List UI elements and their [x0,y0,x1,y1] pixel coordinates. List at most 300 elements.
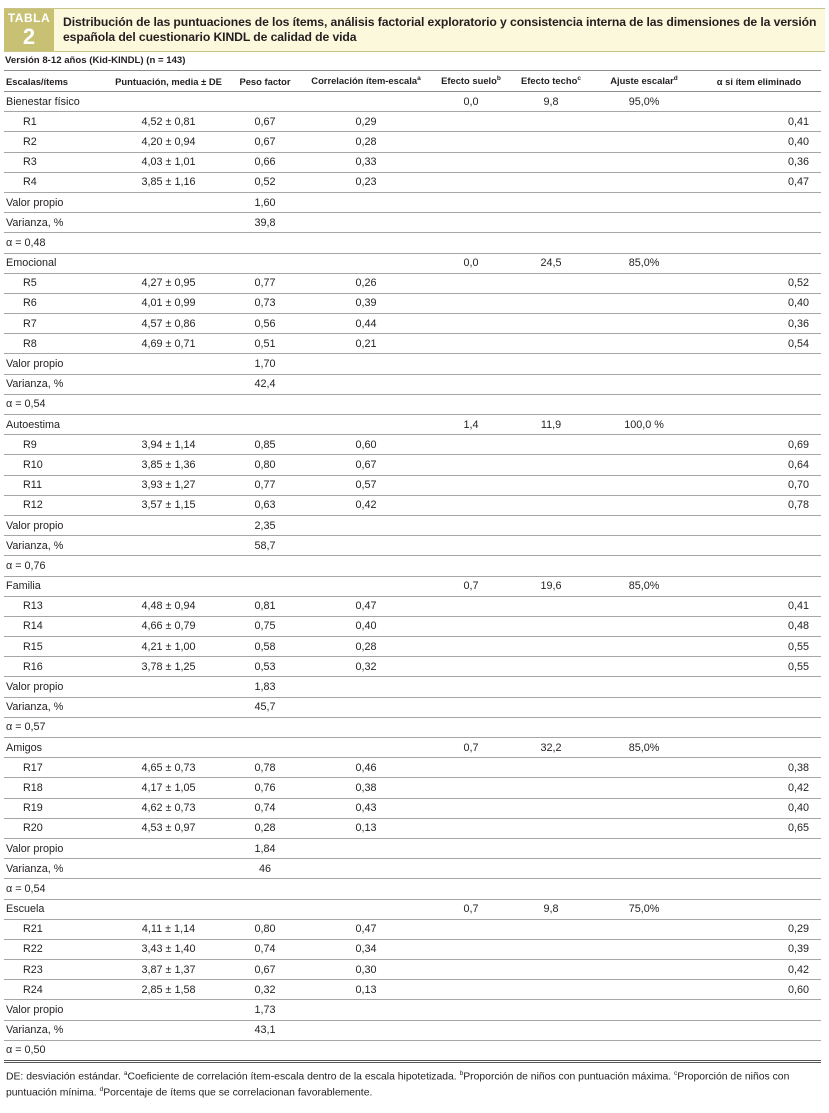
table-tag [4,9,54,51]
empty-cell [431,939,511,959]
empty-cell [301,1000,431,1020]
floor-effect: 0,0 [431,253,511,273]
empty-cell [431,697,511,717]
empty-cell [591,556,697,576]
variance-label: Varianza, % [4,213,108,233]
eigenvalue-label: Valor propio [4,354,108,374]
empty-cell [697,556,821,576]
empty-cell [511,717,591,737]
empty-cell [431,1000,511,1020]
item-id: R13 [4,596,108,616]
table-header [4,8,825,52]
item-factor: 0,67 [229,132,301,152]
empty-cell [108,576,229,596]
empty-cell [511,152,591,172]
empty-cell [108,536,229,556]
eigenvalue-label: Valor propio [4,1000,108,1020]
empty-cell [591,838,697,858]
item-row [4,939,821,959]
item-score: 3,78 ± 1,25 [108,657,229,677]
variance-label: Varianza, % [4,697,108,717]
empty-cell [108,717,229,737]
variance: 39,8 [229,213,301,233]
empty-cell [431,233,511,253]
empty-cell [591,980,697,1000]
variance-label: Varianza, % [4,1020,108,1040]
variance-row [4,859,821,879]
item-factor: 0,56 [229,314,301,334]
item-correlation: 0,60 [301,435,431,455]
empty-cell [301,536,431,556]
item-id: R22 [4,939,108,959]
item-factor: 0,66 [229,152,301,172]
col-corr: Correlación ítem-escala$^a$ [301,71,431,92]
empty-cell [591,172,697,192]
empty-cell [301,192,431,212]
empty-cell [591,637,697,657]
item-correlation: 0,28 [301,637,431,657]
item-factor: 0,80 [229,455,301,475]
empty-cell [431,616,511,636]
item-row [4,616,821,636]
item-factor: 0,67 [229,112,301,132]
empty-cell [591,152,697,172]
eigenvalue: 1,84 [229,838,301,858]
item-factor: 0,81 [229,596,301,616]
floor-effect: 0,7 [431,899,511,919]
item-row [4,637,821,657]
col-alpha: α si ítem eliminado [697,71,821,92]
empty-cell [431,838,511,858]
item-score: 3,94 ± 1,14 [108,435,229,455]
empty-cell [431,758,511,778]
item-id: R2 [4,132,108,152]
empty-cell [431,657,511,677]
item-correlation: 0,21 [301,334,431,354]
variance-row [4,1020,821,1040]
item-alpha-if-deleted: 0,69 [697,435,821,455]
empty-cell [591,758,697,778]
item-alpha-if-deleted: 0,47 [697,172,821,192]
eigenvalue: 1,70 [229,354,301,374]
item-score: 3,57 ± 1,15 [108,495,229,515]
scale-row [4,738,821,758]
empty-cell [591,233,697,253]
empty-cell [511,616,591,636]
empty-cell [431,394,511,414]
empty-cell [108,1020,229,1040]
item-alpha-if-deleted: 0,40 [697,798,821,818]
table-title: Distribución de las puntuaciones de los ítems, análisis factorial exploratorio y consistencia interna de las dimensiones de la versión española del cuestionario KINDL de calidad de vida [54,9,825,51]
scale-name: Emocional [4,253,108,273]
empty-cell [108,697,229,717]
col-ceiling: Efecto techo$^c$ [511,71,591,92]
empty-cell [108,879,229,899]
item-correlation: 0,57 [301,475,431,495]
empty-cell [511,475,591,495]
column-header-row [4,71,821,92]
variance: 42,4 [229,374,301,394]
item-row [4,112,821,132]
item-row [4,152,821,172]
empty-cell [229,253,301,273]
empty-cell [301,576,431,596]
item-row [4,435,821,455]
empty-cell [431,192,511,212]
empty-cell [301,213,431,233]
empty-cell [591,192,697,212]
empty-cell [431,536,511,556]
empty-cell [591,818,697,838]
empty-cell [301,556,431,576]
empty-cell [591,455,697,475]
item-correlation: 0,23 [301,172,431,192]
empty-cell [431,859,511,879]
item-correlation: 0,40 [301,616,431,636]
item-score: 4,01 ± 0,99 [108,293,229,313]
empty-cell [511,1000,591,1020]
empty-cell [511,697,591,717]
item-score: 2,85 ± 1,58 [108,980,229,1000]
empty-cell [431,717,511,737]
empty-cell [229,717,301,737]
empty-cell [431,879,511,899]
empty-cell [431,980,511,1000]
empty-cell [301,1020,431,1040]
empty-cell [591,616,697,636]
eigenvalue-label: Valor propio [4,838,108,858]
empty-cell [591,435,697,455]
item-correlation: 0,29 [301,112,431,132]
scale-fit: 85,0% [591,253,697,273]
item-alpha-if-deleted: 0,36 [697,152,821,172]
scale-name: Bienestar físico [4,92,108,112]
item-id: R20 [4,818,108,838]
table-tag-word: TABLA [7,11,51,25]
empty-cell [108,213,229,233]
eigenvalue: 2,35 [229,515,301,535]
empty-cell [511,172,591,192]
item-correlation: 0,39 [301,293,431,313]
item-row [4,273,821,293]
item-alpha-if-deleted: 0,70 [697,475,821,495]
empty-cell [697,677,821,697]
alpha-row [4,717,821,737]
item-correlation: 0,67 [301,455,431,475]
item-id: R4 [4,172,108,192]
empty-cell [591,475,697,495]
item-row [4,596,821,616]
item-id: R3 [4,152,108,172]
item-id: R6 [4,293,108,313]
empty-cell [301,394,431,414]
item-id: R23 [4,960,108,980]
variance: 43,1 [229,1020,301,1040]
item-row [4,778,821,798]
empty-cell [511,596,591,616]
empty-cell [301,677,431,697]
empty-cell [591,374,697,394]
empty-cell [511,374,591,394]
item-alpha-if-deleted: 0,39 [697,939,821,959]
table-page [4,0,825,1100]
empty-cell [431,596,511,616]
item-factor: 0,77 [229,475,301,495]
empty-cell [511,556,591,576]
item-row [4,919,821,939]
empty-cell [591,939,697,959]
scale-name: Amigos [4,738,108,758]
scale-row [4,253,821,273]
empty-cell [591,293,697,313]
empty-cell [591,1000,697,1020]
empty-cell [591,354,697,374]
empty-cell [108,1040,229,1060]
ceiling-effect: 9,8 [511,92,591,112]
item-alpha-if-deleted: 0,64 [697,455,821,475]
item-correlation: 0,43 [301,798,431,818]
item-id: R21 [4,919,108,939]
empty-cell [229,556,301,576]
empty-cell [511,536,591,556]
item-score: 4,21 ± 1,00 [108,637,229,657]
empty-cell [431,455,511,475]
empty-cell [301,354,431,374]
empty-cell [229,394,301,414]
empty-cell [697,738,821,758]
empty-cell [697,92,821,112]
scale-fit: 85,0% [591,738,697,758]
empty-cell [301,253,431,273]
item-factor: 0,78 [229,758,301,778]
empty-cell [591,1020,697,1040]
empty-cell [431,314,511,334]
eigenvalue-row [4,515,821,535]
empty-cell [431,213,511,233]
empty-cell [229,879,301,899]
eigenvalue: 1,83 [229,677,301,697]
variance-row [4,213,821,233]
empty-cell [108,1000,229,1020]
empty-cell [697,233,821,253]
empty-cell [591,334,697,354]
scale-alpha: α = 0,57 [4,717,108,737]
empty-cell [108,738,229,758]
item-alpha-if-deleted: 0,42 [697,960,821,980]
item-row [4,960,821,980]
item-correlation: 0,42 [301,495,431,515]
eigenvalue: 1,73 [229,1000,301,1020]
scale-alpha: α = 0,54 [4,879,108,899]
variance-row [4,697,821,717]
item-alpha-if-deleted: 0,60 [697,980,821,1000]
empty-cell [591,213,697,233]
empty-cell [511,859,591,879]
empty-cell [301,697,431,717]
empty-cell [511,495,591,515]
empty-cell [511,879,591,899]
item-score: 4,03 ± 1,01 [108,152,229,172]
item-id: R10 [4,455,108,475]
empty-cell [301,92,431,112]
empty-cell [431,152,511,172]
empty-cell [511,939,591,959]
empty-cell [301,859,431,879]
item-id: R8 [4,334,108,354]
item-id: R7 [4,314,108,334]
item-factor: 0,75 [229,616,301,636]
empty-cell [301,717,431,737]
empty-cell [591,879,697,899]
item-row [4,657,821,677]
empty-cell [431,919,511,939]
empty-cell [697,515,821,535]
item-factor: 0,85 [229,435,301,455]
empty-cell [108,677,229,697]
item-alpha-if-deleted: 0,54 [697,334,821,354]
item-id: R24 [4,980,108,1000]
empty-cell [511,455,591,475]
item-correlation: 0,32 [301,657,431,677]
variance: 45,7 [229,697,301,717]
empty-cell [431,1040,511,1060]
empty-cell [431,556,511,576]
empty-cell [591,859,697,879]
empty-cell [301,415,431,435]
empty-cell [108,838,229,858]
empty-cell [511,798,591,818]
item-score: 4,48 ± 0,94 [108,596,229,616]
empty-cell [431,778,511,798]
empty-cell [591,960,697,980]
empty-cell [697,1040,821,1060]
item-row [4,495,821,515]
empty-cell [591,132,697,152]
empty-cell [591,314,697,334]
empty-cell [301,738,431,758]
item-row [4,980,821,1000]
item-factor: 0,32 [229,980,301,1000]
empty-cell [431,677,511,697]
item-row [4,455,821,475]
item-correlation: 0,33 [301,152,431,172]
item-score: 3,87 ± 1,37 [108,960,229,980]
empty-cell [431,334,511,354]
item-score: 3,93 ± 1,27 [108,475,229,495]
col-floor: Efecto suelo$^b$ [431,71,511,92]
item-id: R11 [4,475,108,495]
item-score: 4,11 ± 1,14 [108,919,229,939]
variance-label: Varianza, % [4,536,108,556]
empty-cell [697,374,821,394]
empty-cell [591,536,697,556]
variance-row [4,536,821,556]
empty-cell [229,738,301,758]
empty-cell [511,334,591,354]
item-row [4,475,821,495]
empty-cell [431,293,511,313]
item-id: R16 [4,657,108,677]
empty-cell [591,1040,697,1060]
item-row [4,132,821,152]
empty-cell [511,960,591,980]
empty-cell [697,899,821,919]
variance: 46 [229,859,301,879]
item-correlation: 0,44 [301,314,431,334]
item-alpha-if-deleted: 0,40 [697,293,821,313]
item-score: 4,17 ± 1,05 [108,778,229,798]
eigenvalue: 1,60 [229,192,301,212]
empty-cell [108,859,229,879]
item-factor: 0,76 [229,778,301,798]
col-score: Puntuación, media ± DE [108,71,229,92]
item-factor: 0,74 [229,798,301,818]
scale-alpha: α = 0,76 [4,556,108,576]
empty-cell [591,677,697,697]
empty-cell [591,394,697,414]
empty-cell [431,354,511,374]
empty-cell [301,899,431,919]
empty-cell [229,92,301,112]
empty-cell [697,253,821,273]
item-alpha-if-deleted: 0,78 [697,495,821,515]
item-score: 4,66 ± 0,79 [108,616,229,636]
empty-cell [511,657,591,677]
empty-cell [591,495,697,515]
item-factor: 0,52 [229,172,301,192]
floor-effect: 1,4 [431,415,511,435]
item-factor: 0,63 [229,495,301,515]
empty-cell [431,132,511,152]
empty-cell [229,1040,301,1060]
item-row [4,758,821,778]
item-id: R17 [4,758,108,778]
empty-cell [511,677,591,697]
scale-fit: 85,0% [591,576,697,596]
item-id: R1 [4,112,108,132]
empty-cell [697,1020,821,1040]
empty-cell [229,899,301,919]
item-correlation: 0,30 [301,960,431,980]
variance: 58,7 [229,536,301,556]
empty-cell [511,919,591,939]
empty-cell [697,576,821,596]
empty-cell [301,838,431,858]
empty-cell [591,778,697,798]
item-factor: 0,28 [229,818,301,838]
empty-cell [511,354,591,374]
table-footnote: DE: desviación estándar. $^a$Coeficiente de correlación ítem-escala dentro de la escala hipotetizada. $^b$Proporción de niños con puntuación máxima. $^c$Proporción de niños con puntuación mínima. $^d$Porcentaje de ítems que se correlacionan favorablemente. [4,1062,821,1100]
empty-cell [431,637,511,657]
empty-cell [511,818,591,838]
empty-cell [511,213,591,233]
variance-label: Varianza, % [4,859,108,879]
empty-cell [511,758,591,778]
empty-cell [301,515,431,535]
scale-alpha: α = 0,48 [4,233,108,253]
item-correlation: 0,38 [301,778,431,798]
empty-cell [511,778,591,798]
empty-cell [431,818,511,838]
empty-cell [591,112,697,132]
item-factor: 0,58 [229,637,301,657]
empty-cell [697,697,821,717]
data-table [4,70,821,1061]
empty-cell [697,717,821,737]
table-body [4,92,821,1061]
item-factor: 0,74 [229,939,301,959]
empty-cell [431,475,511,495]
